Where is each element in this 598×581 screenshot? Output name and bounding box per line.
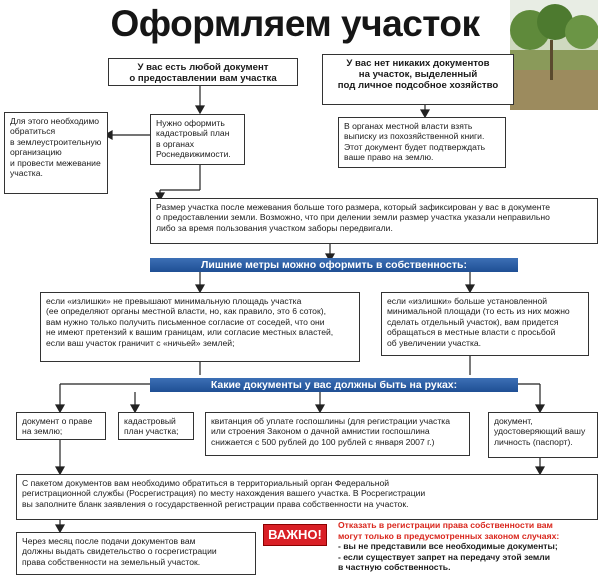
refusal-heading: Отказать в регистрации права собственности вам могут только в предусмотренных законом случаях:: [338, 520, 560, 541]
local-authority-box: В органах местной власти взять выписку из похозяйственной книги. Этот документ будет подтверждать ваше право на землю.: [338, 117, 506, 168]
surplus-large-box: если «излишки» больше установленной минимальной площади (то есть из них можно сделать отдельный участок), вам придется обращаться в местные власти с просьбой об увеличении участка.: [381, 292, 589, 356]
band-extra-meters: Лишние метры можно оформить в собственность:: [150, 258, 518, 272]
band-required-documents: Какие документы у вас должны быть на руках:: [150, 378, 518, 392]
header-has-document: У вас есть любой документ о предоставлении вам участка: [108, 58, 298, 86]
refusal-note: [338, 520, 598, 580]
important-label: ВАЖНО!: [263, 524, 327, 546]
cadastral-plan-box: Нужно оформить кадастровый план в органах Роснедвижимости.: [150, 114, 245, 165]
land-survey-box: Для этого необходимо обратиться в землеустроительную организацию и провести межевание участка.: [4, 112, 108, 194]
certificate-box: Через месяц после подачи документов вам должны выдать свидетельство о госрегистрации права собственности на земельный участок.: [16, 532, 256, 575]
land-plot-photo: [510, 0, 598, 110]
page-title: Оформляем участок: [110, 3, 480, 44]
refusal-item-1: - вы не представили все необходимые документы;: [338, 541, 558, 551]
header-no-document: У вас нет никаких документов на участок, выделенный под личное подсобное хозяйство: [322, 54, 514, 105]
surplus-small-box: если «излишки» не превышают минимальную площадь участка (ее определяют органы местной власти, но, как правило, это 6 соток), вам нужно только получить письменное согласие от соседей, что они не имеют претензий к вашим границам, или согласие местных властей, если ваш участок граничит с «ничьей» землей;: [40, 292, 360, 362]
doc-cadastral-plan: кадастровый план участка;: [118, 412, 194, 440]
doc-identity: документ, удостоверяющий вашу личность (паспорт).: [488, 412, 598, 458]
doc-fee-receipt: квитанция об уплате госпошлины (для регистрации участка или строения Законом о дачной амнистии госпошлина снижается с 500 рублей до 100 рублей с января 2007 г.): [205, 412, 470, 456]
registration-box: С пакетом документов вам необходимо обратиться в территориальный орган Федеральной регистрационной службы (Росрегистрация) по месту нахождения вашего участка. В Росрегистрации вы заполните бланк заявления о государственной регистрации права собственности на участок.: [16, 474, 598, 520]
plot-size-box: Размер участка после межевания больше того размера, который зафиксирован у вас в документе о предоставлении земли. Возможно, что при делении земли размер участка указали неправильно либо за время пользования участком заборы передвигали.: [150, 198, 598, 244]
refusal-item-2: - если существует запрет на передачу этой земли в частную собственность.: [338, 551, 551, 572]
doc-land-right: документ о праве на землю;: [16, 412, 106, 440]
